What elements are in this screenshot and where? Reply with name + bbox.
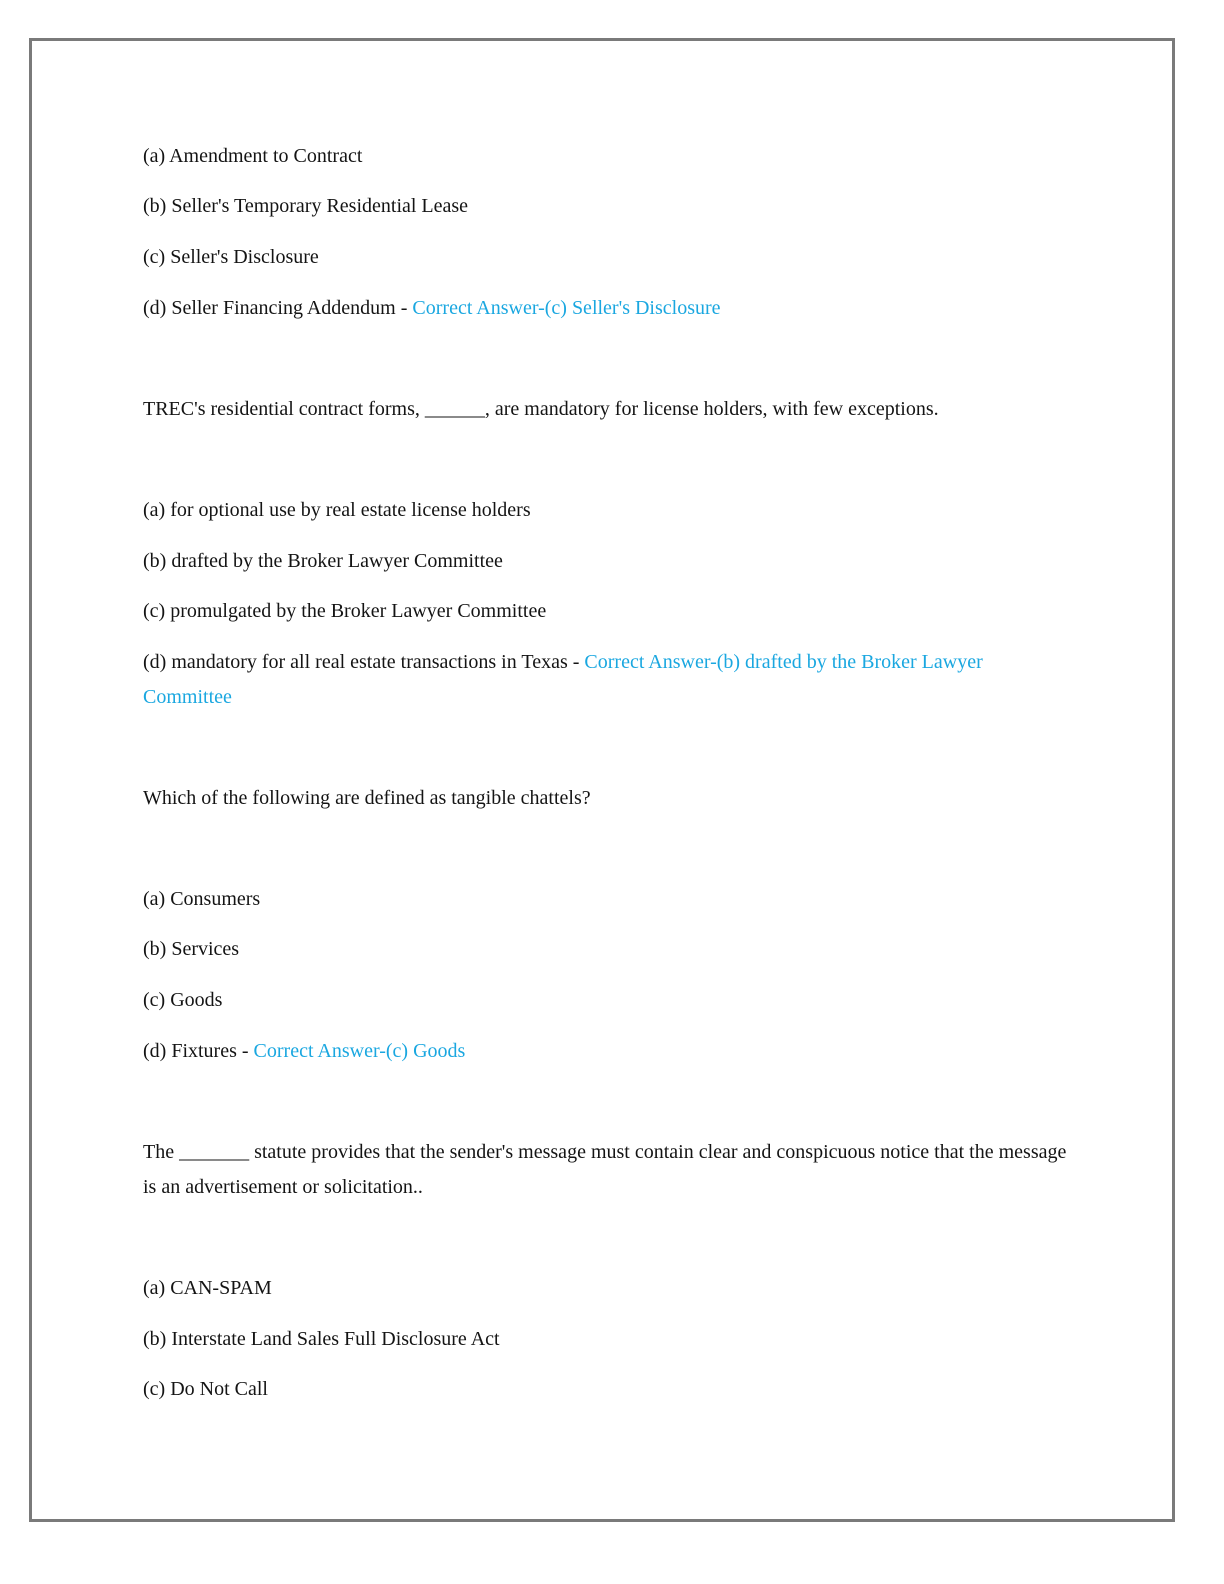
option-b: (b) Interstate Land Sales Full Disclosure Act	[143, 1328, 500, 1350]
option-a: (a) Amendment to Contract	[143, 145, 363, 167]
option-c: (c) promulgated by the Broker Lawyer Committee	[143, 600, 547, 622]
option-d	[143, 645, 1023, 715]
option-b: (b) Seller's Temporary Residential Lease	[143, 195, 469, 217]
option-d-text: (d) Fixtures -	[143, 1040, 254, 1062]
correct-answer: Correct Answer-(c) Goods	[253, 1040, 466, 1062]
option-b: (b) drafted by the Broker Lawyer Committee	[143, 550, 503, 572]
option-a: (a) Consumers	[143, 888, 261, 910]
option-d-text: (d) mandatory for all real estate transactions in Texas -	[143, 651, 585, 673]
option-d	[143, 291, 721, 326]
correct-answer: Correct Answer-(c) Seller's Disclosure	[412, 297, 721, 319]
question-text: TREC's residential contract forms, ______, are mandatory for license holders, with few exceptions.	[143, 398, 939, 420]
option-b: (b) Services	[143, 938, 240, 960]
correct-answer: Correct Answer-(b) drafted by the Broker Lawyer Committee	[143, 651, 983, 708]
option-c: (c) Goods	[143, 989, 223, 1011]
option-a: (a) CAN-SPAM	[143, 1277, 272, 1299]
option-a: (a) for optional use by real estate license holders	[143, 499, 531, 521]
option-d-text: (d) Seller Financing Addendum -	[143, 297, 413, 319]
question-text: Which of the following are defined as tangible chattels?	[143, 787, 591, 809]
question-text: The _______ statute provides that the sender's message must contain clear and conspicuous notice that the message is an advertisement or solicitation..	[143, 1141, 1067, 1198]
option-c: (c) Do Not Call	[143, 1378, 268, 1400]
option-d	[143, 1034, 465, 1069]
option-c: (c) Seller's Disclosure	[143, 246, 319, 268]
